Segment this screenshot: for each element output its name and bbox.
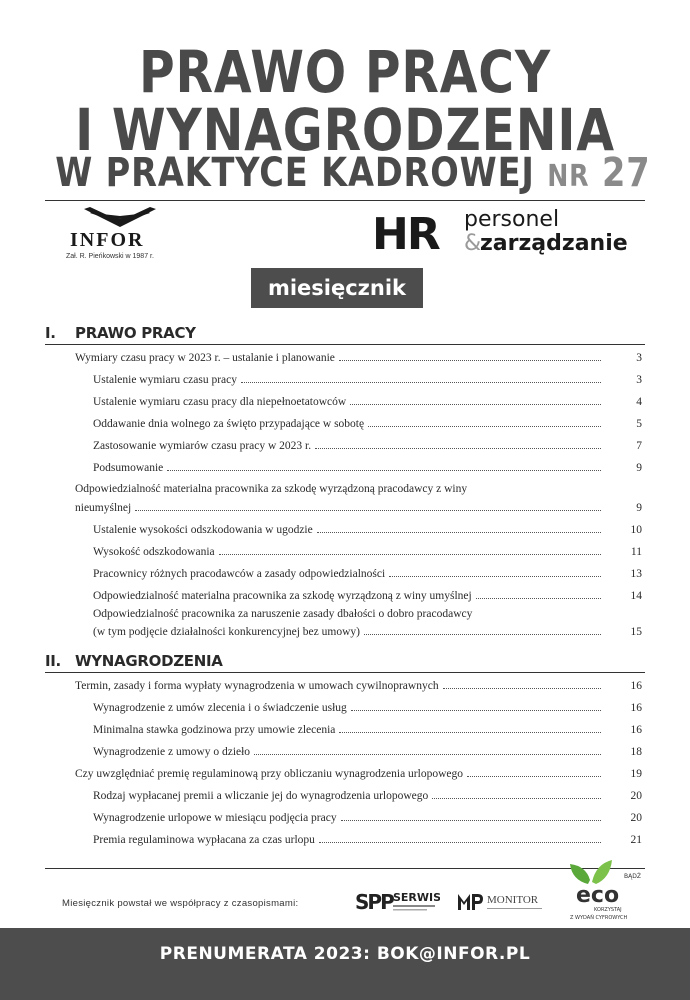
subscription-band — [0, 928, 690, 1000]
toc-entry[interactable] — [93, 524, 642, 536]
toc-entry[interactable] — [93, 702, 642, 714]
toc-entry[interactable] — [93, 568, 642, 580]
toc-entry[interactable] — [93, 590, 642, 602]
hr-ampersand: & — [464, 231, 482, 256]
toc-leader — [339, 360, 601, 361]
toc-leader — [443, 688, 601, 689]
toc-entry[interactable] — [75, 680, 642, 692]
eco-badge: BĄDŹ — [624, 873, 641, 880]
toc-leader — [351, 710, 601, 711]
section-title: PRAWO PRACY — [75, 324, 196, 342]
toc-page-number: 11 — [630, 546, 642, 558]
section-heading-2 — [45, 652, 223, 670]
eco-logo — [566, 858, 648, 922]
eco-word: eco — [576, 883, 620, 908]
infor-name: INFOR — [70, 229, 145, 251]
title-line-2: I WYNAGRODZENIA — [75, 96, 615, 164]
toc-page-number: 3 — [636, 352, 642, 364]
eco-line-1: KORZYSTAJ — [594, 907, 622, 913]
toc-leader — [319, 842, 601, 843]
toc-leader — [315, 448, 601, 449]
toc-entry-label: (w tym podjęcie działalności konkurencyjnej bez umowy) — [93, 626, 360, 638]
toc-entry[interactable] — [93, 418, 642, 430]
toc-entry-label: Podsumowanie — [93, 462, 164, 474]
toc-page-number: 18 — [630, 746, 642, 758]
toc-entry[interactable] — [93, 626, 642, 638]
toc-page-number: 15 — [630, 626, 642, 638]
toc-entry-label: Zastosowanie wymiarów czasu pracy w 2023 r. — [93, 440, 312, 452]
toc-page-number: 4 — [636, 396, 642, 408]
toc-leader — [254, 754, 601, 755]
eco-leaf-icon — [566, 858, 648, 922]
toc-entry-label: Wynagrodzenie urlopowe w miesiącu podjęcia pracy — [93, 812, 337, 824]
toc-leader — [317, 532, 601, 533]
spp-mark-icon — [355, 888, 440, 914]
toc-entry[interactable] — [93, 790, 642, 802]
hr-personel-logo — [372, 208, 642, 263]
toc-entry-label: Oddawanie dnia wolnego za święto przypadające w sobotę — [93, 418, 365, 430]
title-line-3 — [55, 150, 651, 200]
toc-page-number: 5 — [636, 418, 642, 430]
toc-entry-label: Wymiary czasu pracy w 2023 r. – ustalanie i planowanie — [75, 352, 335, 364]
issue-label: NR — [547, 159, 590, 194]
toc-entry[interactable] — [93, 374, 642, 386]
toc-entry-label-line-1: Odpowiedzialność pracownika za naruszenie zasady dbałości o dobro pracodawcy — [93, 608, 473, 620]
toc-entry-label: Wysokość odszkodowania — [93, 546, 215, 558]
footer-rule — [45, 868, 645, 869]
toc-entry[interactable] — [75, 502, 642, 514]
toc-leader — [339, 732, 601, 733]
toc-page-number: 3 — [636, 374, 642, 386]
toc-leader — [389, 576, 601, 577]
cooperation-note: Miesięcznik powstał we współpracy z czasopismami: — [62, 898, 299, 909]
toc-entry[interactable] — [75, 352, 642, 364]
toc-entry[interactable] — [93, 396, 642, 408]
subscription-text[interactable]: PRENUMERATA 2023: BOK@INFOR.PL — [159, 944, 531, 964]
toc-leader — [167, 470, 601, 471]
toc-page-number: 16 — [630, 702, 642, 714]
toc-entry[interactable] — [93, 834, 642, 846]
hr-letters: HR — [372, 209, 439, 260]
hr-word-zarzadzanie: zarządzanie — [480, 231, 628, 256]
toc-entry[interactable] — [93, 724, 642, 736]
toc-page-number: 7 — [636, 440, 642, 452]
toc-leader — [467, 776, 601, 777]
toc-leader — [350, 404, 601, 405]
toc-leader — [476, 598, 601, 599]
toc-entry[interactable] — [93, 812, 642, 824]
spp-serwis: SERWIS — [393, 891, 440, 904]
toc-entry-label: Termin, zasady i forma wypłaty wynagrodzenia w umowach cywilnoprawnych — [75, 680, 439, 692]
toc-leader — [368, 426, 601, 427]
monitor-logo — [456, 888, 548, 914]
toc-entry-label: Premia regulaminowa wypłacana za czas urlopu — [93, 834, 315, 846]
header-rule — [45, 200, 645, 201]
toc-page-number: 21 — [630, 834, 642, 846]
toc-page-number: 9 — [636, 502, 642, 514]
toc-entry-label: Ustalenie wysokości odszkodowania w ugodzie — [93, 524, 313, 536]
toc-leader — [341, 820, 601, 821]
toc-page-number: 20 — [630, 812, 642, 824]
toc-leader — [135, 510, 601, 511]
infor-wings-icon — [80, 205, 160, 229]
toc-page-number: 16 — [630, 724, 642, 736]
toc-leader — [432, 798, 601, 799]
toc-entry-label: Wynagrodzenie z umów zlecenia i o świadczenie usług — [93, 702, 347, 714]
infor-subtitle: Zał. R. Pieńkowski w 1987 r. — [66, 253, 154, 260]
toc-entry-label: Rodzaj wypłacanej premii a wliczanie jej do wynagrodzenia urlopowego — [93, 790, 429, 802]
toc-leader — [219, 554, 601, 555]
toc-entry-label: Ustalenie wymiaru czasu pracy — [93, 374, 238, 386]
section-heading-1 — [45, 324, 196, 342]
section-number: I. — [45, 324, 56, 342]
toc-entry-label: Czy uwzględniać premię regulaminową przy obliczaniu wynagrodzenia urlopowego — [75, 768, 463, 780]
toc-entry-label: Minimalna stawka godzinowa przy umowie zlecenia — [93, 724, 336, 736]
monitor-mark-icon — [456, 888, 548, 914]
toc-entry[interactable] — [75, 768, 642, 780]
toc-entry-label: Wynagrodzenie z umowy o dzieło — [93, 746, 251, 758]
toc-entry[interactable] — [93, 746, 642, 758]
toc-page-number: 19 — [630, 768, 642, 780]
section-number: II. — [45, 652, 61, 670]
toc-entry-label: Pracownicy różnych pracodawców a zasady odpowiedzialności — [93, 568, 386, 580]
spp-mark: SPP — [355, 890, 393, 914]
toc-entry-label: nieumyślnej — [75, 502, 132, 514]
toc-entry-label: Ustalenie wymiaru czasu pracy dla niepełnoetatowców — [93, 396, 347, 408]
toc-leader — [364, 634, 601, 635]
hr-word-personel: personel — [464, 207, 560, 232]
toc-page-number: 9 — [636, 462, 642, 474]
toc-leader — [241, 382, 601, 383]
toc-page-number: 20 — [630, 790, 642, 802]
toc-entry[interactable] — [93, 546, 642, 558]
section-rule — [45, 672, 645, 673]
toc-page-number: 14 — [630, 590, 642, 602]
toc-page-number: 16 — [630, 680, 642, 692]
section-rule — [45, 344, 645, 345]
section-title: WYNAGRODZENIA — [75, 652, 223, 670]
toc-entry-label-line-1: Odpowiedzialność materialna pracownika za szkodę wyrządzoną pracodawcy z winy — [75, 483, 468, 495]
infor-logo — [62, 205, 182, 263]
serwis-spp-logo — [355, 888, 440, 914]
toc-entry-label: Odpowiedzialność materialna pracownika za szkodę wyrządzoną z winy umyślnej — [93, 590, 472, 602]
toc-page-number: 10 — [630, 524, 642, 536]
issue-number: 27 — [601, 150, 651, 196]
toc-entry[interactable] — [93, 440, 642, 452]
toc-entry[interactable] — [93, 462, 642, 474]
eco-line-2: Z WYDAŃ CYFROWYCH — [570, 915, 628, 921]
toc-page-number: 13 — [630, 568, 642, 580]
monthly-badge: miesięcznik — [251, 268, 423, 308]
title-line-3-text: W PRAKTYCE KADROWEJ — [55, 150, 535, 196]
monitor-name: MONITOR — [487, 894, 539, 906]
title-line-1: PRAWO PRACY — [138, 38, 552, 106]
